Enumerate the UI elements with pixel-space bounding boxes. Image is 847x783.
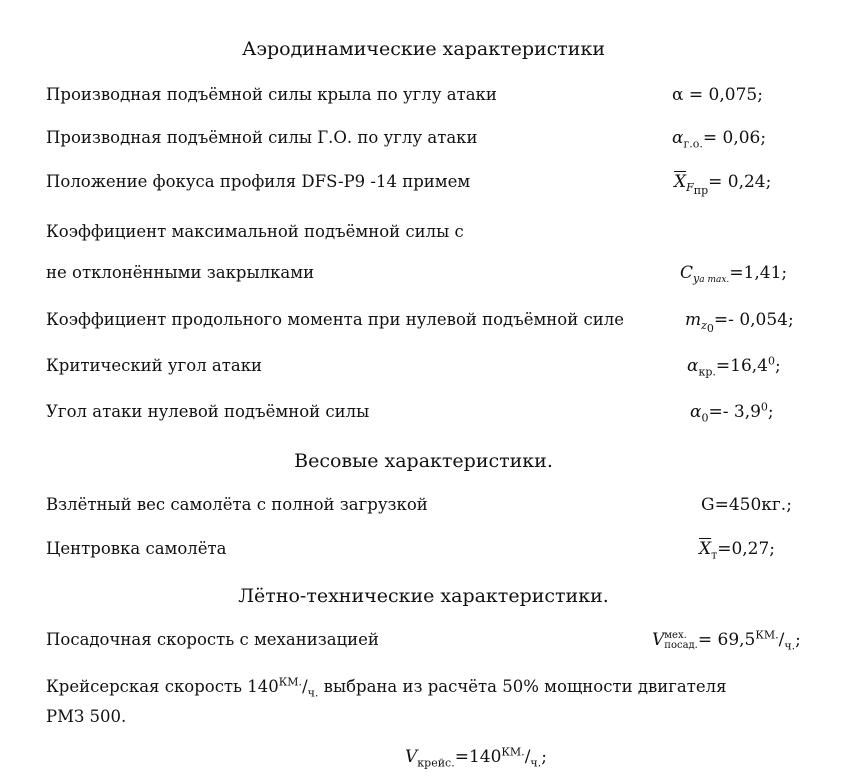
formula-subscript: y (693, 272, 700, 286)
unit-denominator: ч. (530, 756, 542, 770)
formula-subscript: z (701, 319, 707, 333)
row-label: Взлётный вес самолёта с полной загрузкой (46, 495, 428, 514)
formula-value: =140 (454, 747, 502, 767)
formula-cruise-speed: $V_{крейс.}=140^{КМ.}/_{ч.}$; (405, 745, 547, 770)
formula-focus (674, 172, 772, 198)
row-label: Центровка самолёта (46, 539, 227, 558)
cruise-paragraph: Крейсерская скорость $140^{КМ.}/_{ч.}$ выбрана из расчёта 50% мощности двигателя (46, 675, 727, 700)
formula-value: = 0,24; (708, 172, 772, 192)
formula-critical-angle (687, 354, 781, 379)
formula-lift-tail (672, 128, 767, 151)
row-label: Критический угол атаки (46, 356, 263, 375)
unit-denominator: ч. (784, 639, 796, 653)
formula-value: =0,27; (717, 539, 776, 559)
row-label: Производная подъёмной силы Г.О. по углу атаки (46, 128, 478, 147)
formula-end: ; (767, 402, 774, 422)
row-label: Угол атаки нулевой подъёмной силы (46, 402, 370, 421)
unit-numerator: КМ. (278, 675, 303, 689)
formula-value: = 0,075; (683, 85, 763, 105)
formula-symbol: α (690, 402, 702, 422)
formula-lift-wing (672, 85, 763, 105)
formula-value: =1,41; (729, 263, 788, 283)
formula-end: ; (541, 747, 547, 767)
formula-symbol: α (672, 128, 684, 148)
formula-symbol: V (405, 747, 418, 767)
formula-end: ; (795, 630, 801, 650)
formula-symbol: m (685, 310, 702, 330)
row-label: Коэффициент максимальной подъёмной силы с (46, 222, 464, 241)
formula-end: ; (775, 356, 781, 376)
cruise-paragraph-line2: РМЗ 500. (46, 707, 127, 726)
formula-superscript: мех. (664, 629, 687, 641)
row-label: Положение фокуса профиля DFS-P9 -14 примем (46, 172, 471, 191)
formula-symbol: V (652, 630, 665, 650)
section-title-flight: Лётно-технические характеристики. (238, 585, 609, 607)
formula-cg (699, 539, 776, 562)
formula-subscript: посад. (664, 639, 698, 651)
formula-zero-lift-angle (690, 400, 774, 425)
unit-numerator: КМ. (755, 628, 779, 642)
formula-cmax (680, 263, 788, 286)
section-title-aerodynamic: Аэродинамические характеристики (241, 38, 606, 60)
formula-subscript: F (686, 181, 694, 195)
formula-value: = 0,06; (702, 128, 767, 148)
unit-denominator: ч. (307, 686, 319, 700)
formula-value: =- 3,9 (708, 402, 761, 422)
formula-landing-speed: V мех. посад. = $69,5^{КМ.}/_{ч.}$; (652, 628, 801, 653)
formula-subsubscript: a max. (699, 275, 730, 286)
formula-symbol: α (672, 85, 684, 105)
formula-superscript: 0 (768, 354, 776, 368)
formula-subscript: т (711, 548, 718, 562)
row-label: Производная подъёмной силы крыла по углу атаки (46, 85, 497, 104)
text: Крейсерская скорость 140 (46, 677, 279, 696)
formula-value: =- 0,054; (713, 310, 794, 330)
formula-subscript: кр. (698, 365, 716, 379)
formula-weight: G=450кг.; (701, 495, 792, 515)
section-title-weight: Весовые характеристики. (294, 450, 553, 472)
formula-value: = 69,5 (697, 630, 756, 650)
formula-symbol: $\overline{X}$ (674, 172, 687, 192)
text: выбрана из расчёта 50% мощности двигателя (318, 677, 727, 696)
formula-subsubscript: 0 (706, 322, 714, 336)
formula-subsubscript: пр (693, 184, 709, 198)
formula-subscript: 0 (701, 411, 709, 425)
formula-subscript: крейс. (417, 756, 455, 770)
row-label: не отклонёнными закрылками (46, 263, 315, 282)
formula-superscript: 0 (760, 400, 768, 414)
unit-numerator: КМ. (501, 745, 525, 759)
formula-value: =16,4 (715, 356, 769, 376)
formula-symbol: $\overline{X}$ (699, 539, 712, 559)
row-label: Посадочная скорость с механизацией (46, 630, 379, 649)
row-label: Коэффициент продольного момента при нулевой подъёмной силе (46, 310, 624, 329)
formula-symbol: C (680, 263, 694, 283)
formula-symbol: α (687, 356, 699, 376)
formula-moment (685, 310, 794, 336)
formula-subscript: г.о. (683, 137, 703, 151)
